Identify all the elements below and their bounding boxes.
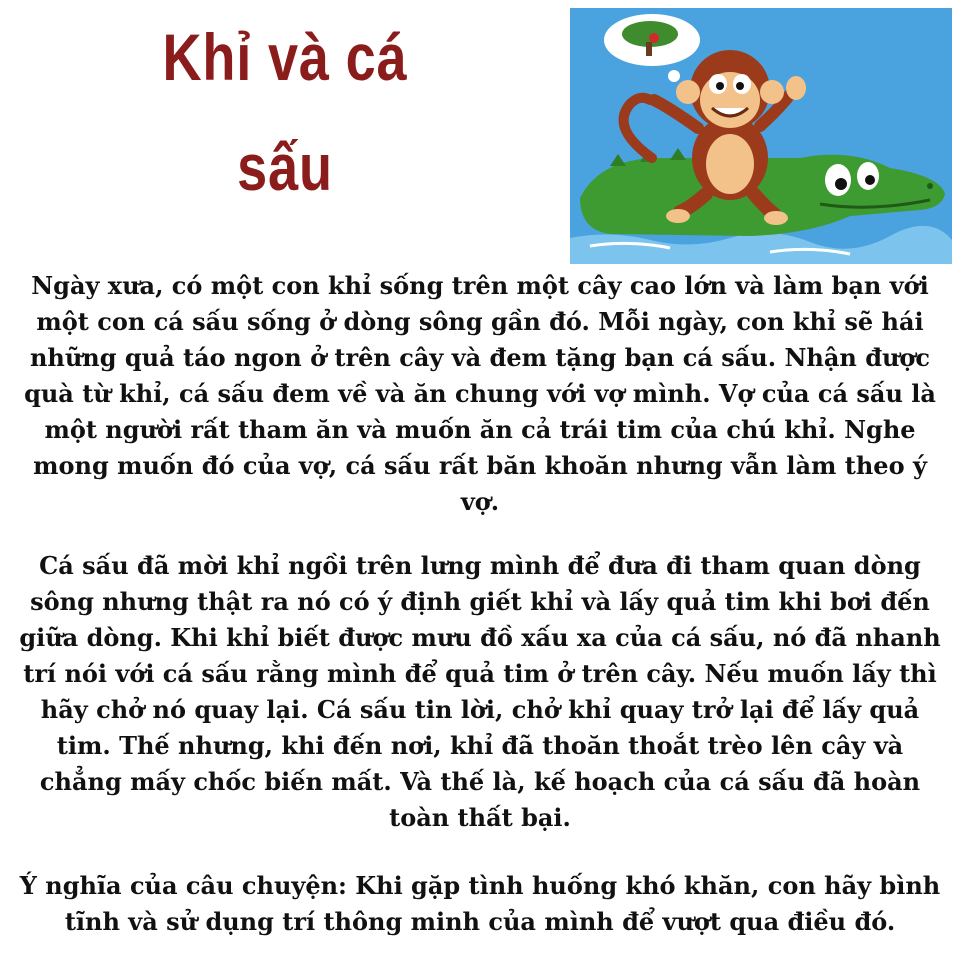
story-moral bbox=[12, 868, 948, 940]
text-line: vợ. bbox=[460, 487, 500, 516]
text-line: quà từ khỉ, cá sấu đem về và ăn chung với vợ mình. Vợ của cá sấu là bbox=[24, 379, 936, 408]
text-line: giữa dòng. Khi khỉ biết được mưu đồ xấu xa của cá sấu, nó đã nhanh bbox=[19, 623, 941, 652]
text-line: Cá sấu đã mời khỉ ngồi trên lưng mình để đưa đi tham quan dòng bbox=[39, 551, 921, 580]
text-line: sông nhưng thật ra nó có ý định giết khỉ và lấy quả tim khi bơi đến bbox=[30, 587, 930, 616]
text-line: tim. Thế nhưng, khi đến nơi, khỉ đã thoăn thoắt trèo lên cây và bbox=[56, 731, 904, 760]
story-paragraph-2 bbox=[12, 548, 948, 836]
page-title-line-2: sấu bbox=[237, 130, 333, 204]
text-line: Ý nghĩa của câu chuyện: Khi gặp tình huống khó khăn, con hãy bình bbox=[19, 871, 941, 900]
text-line: một người rất tham ăn và muốn ăn cả trái tim của chú khỉ. Nghe bbox=[44, 415, 916, 444]
story-paragraph-1 bbox=[12, 268, 948, 520]
text-line: những quả táo ngon ở trên cây và đem tặng bạn cá sấu. Nhận được bbox=[29, 343, 931, 372]
monkey-riding-crocodile-icon bbox=[570, 8, 952, 264]
text-line: một con cá sấu sống ở dòng sông gần đó. Mỗi ngày, con khỉ sẽ hái bbox=[36, 307, 924, 336]
text-line: tĩnh và sử dụng trí thông minh của mình để vượt qua điều đó. bbox=[64, 907, 896, 936]
text-line: mong muốn đó của vợ, cá sấu rất băn khoăn nhưng vẫn làm theo ý bbox=[33, 451, 927, 480]
text-line: Ngày xưa, có một con khỉ sống trên một cây cao lớn và làm bạn với bbox=[31, 271, 929, 300]
page-title-line-1: Khỉ và cá bbox=[162, 20, 408, 94]
text-line: trí nói với cá sấu rằng mình để quả tim ở trên cây. Nếu muốn lấy thì bbox=[23, 659, 937, 688]
text-line: hãy chở nó quay lại. Cá sấu tin lời, chở khỉ quay trở lại để lấy quả bbox=[40, 695, 920, 724]
text-line: chẳng mấy chốc biến mất. Và thế là, kế hoạch của cá sấu đã hoàn bbox=[39, 767, 921, 796]
text-line: toàn thất bại. bbox=[389, 803, 571, 832]
